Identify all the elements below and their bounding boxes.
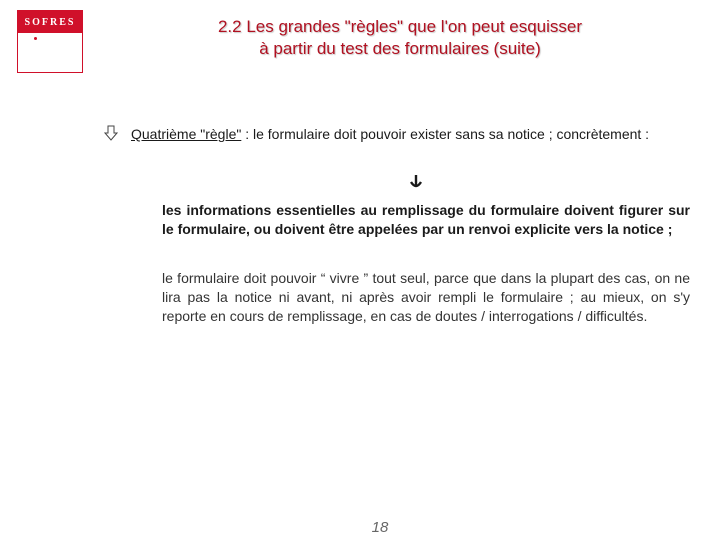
paragraph-essential-info: les informations essentielles au remplissage du formulaire doivent figurer sur le formulaire, ou doivent être appelées par un renvoi explicite vers la notice ;: [162, 202, 690, 237]
title-line-2: à partir du test des formulaires (suite): [259, 39, 541, 58]
logo-text: SOFRES: [24, 16, 76, 28]
title-line-1: 2.2 Les grandes "règles" que l'on peut esquisser: [217, 17, 583, 36]
slide-title: [150, 16, 650, 60]
logo-band: [18, 11, 82, 33]
logo: [17, 10, 83, 73]
bullet-underlined-text: Quatrième "règle": [131, 126, 242, 142]
down-arrow-icon: [408, 174, 424, 190]
page-number: 18: [371, 519, 389, 536]
hollow-arrow-bullet-icon: [104, 125, 118, 143]
logo-dot: [34, 37, 37, 40]
paragraph-form-alone: le formulaire doit pouvoir “ vivre ” tout seul, parce que dans la plupart des cas, on ne lira pas la notice ni avant, ni après avoir rempli le formulaire ; au mieux, on s'y reporte en cours de remplissage, en cas de doutes / interrogations / difficultés.: [162, 270, 690, 324]
bullet-rest-text: : le formulaire doit pouvoir exister sans sa notice ; concrètement :: [241, 126, 650, 142]
bullet-text: [131, 125, 694, 143]
